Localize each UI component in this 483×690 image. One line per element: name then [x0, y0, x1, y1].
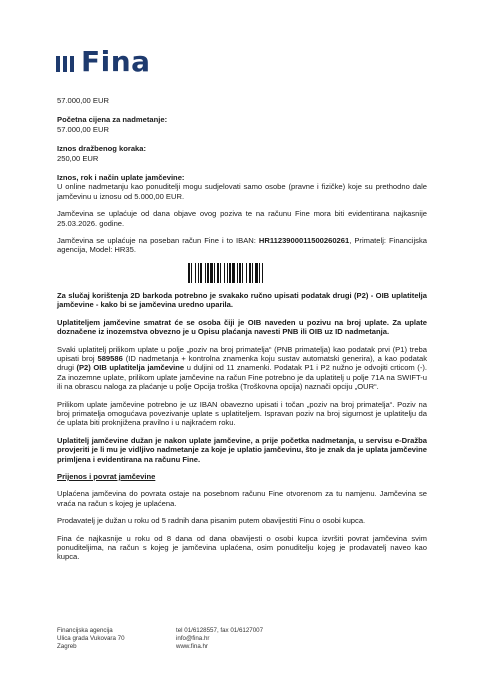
- deposit-heading: Iznos, rok i način uplate jamčevine:: [57, 173, 185, 183]
- iban-number: HR1123900011500260261: [258, 236, 350, 246]
- price-value: 57.000,00 EUR: [57, 96, 109, 105]
- barcode-stripe: [263, 263, 264, 283]
- footer-web[interactable]: www.fina.hr: [176, 643, 208, 651]
- document-body: [57, 96, 427, 562]
- reference-p2: (P2) OIB uplatitelja jamčevine: [76, 363, 185, 373]
- payer-note: Uplatiteljem jamčevine smatrat će se osoba čiji je OIB naveden u pozivu na broj uplate. Za uplate doznačene iz inozemstva obvezno je u Opisu plaćanja navesti PNB ili OIB uz ID nadmetanja.: [57, 317, 427, 337]
- footer-org: Financijska agencija: [57, 627, 113, 634]
- reference-paragraph: Svaki uplatitelj prilikom uplate u polje „poziv na broj primatelja“ (PNB primatelja) kao podatak prvi (P1) treba upisati broj 589586 (ID nadmetanja + kontrolna znamenka koju sustav automatski generira), a kao podatak drugi (P2) OIB uplatitelja jamčevine u duljini od 11 znamenki. Podatak P1 i P2 nužno je odvojiti crticom (-). Za inozemne uplate, prilikom uplate jamčevine na račun Fine potrebno je da uplatitelj u polje 71A na SWIFT-u ili na obrascu naloga za plaćanje u polje Opcija troška (Troškovna opcija) naznači opciju „OUR“.: [57, 344, 427, 392]
- transfer-heading: Prijenos i povrat jamčevine: [57, 471, 156, 481]
- transfer-paragraph-3: Fina će najkasnije u roku od 8 dana od dana obavijesti o osobi kupca izvršiti povrat jamčevina svim ponuditeljima, na račun s kojeg je jamčevina uplaćena, osim ponuditelju kojeg je prodavatelj naveo kao kupca.: [57, 533, 427, 562]
- transfer-paragraph-2: Prodavatelj je dužan u roku od 5 radnih dana pisanim putem obavijestiti Finu o osobi kupca.: [57, 516, 366, 526]
- bid-step-value: 250,00 EUR: [57, 153, 99, 163]
- fina-logo: [56, 45, 151, 78]
- footer-email[interactable]: info@fina.hr: [176, 635, 210, 643]
- footer-contact: [176, 627, 263, 652]
- transfer-paragraph-1: Uplaćena jamčevina do povrata ostaje na posebnom računu Fine otvorenom za tu namjenu. Jamčevina se vraća na račun s kojeg je uplaćena.: [57, 489, 427, 508]
- start-price-label: Početna cijena za nadmetanje:: [57, 115, 168, 125]
- footer-phone: tel 01/6128557, fax 01/6127007: [176, 627, 264, 634]
- footer-street: Ulica grada Vukovara 70: [57, 635, 125, 643]
- reference-number: 589586: [97, 353, 123, 363]
- iban-note: Prilikom uplate jamčevine potrebno je uz IBAN obavezno upisati i točan „poziv na broj primatelja“. Poziv na broj primatelja omogućava povezivanje uplate s uplatiteljem. Ispravan poziv na broj sigurnost je uplatitelju da će uplata biti proknjižena pravilno i u najkraćem roku.: [57, 399, 427, 428]
- deposit-paragraph-1: U online nadmetanju kao ponuditelji mogu sudjelovati samo osobe (pravne i fizičke) koje su prethodno dale jamčevinu u iznosu od 5.000,00 EUR.: [57, 182, 427, 201]
- deposit-paragraph-2: Jamčevina se uplaćuje od dana objave ovog poziva te na računu Fine mora biti evidentirana najkasnije 25.03.2026. godine.: [57, 209, 427, 228]
- deposit-paragraph-3: Jamčevina se uplaćuje na poseban račun Fine i to IBAN: HR1123900011500260261, Primatelj: Financijska agencija, Model: HR35.: [57, 236, 427, 255]
- footer-address: [57, 627, 125, 652]
- barcode-note: Za slučaj korištenja 2D barkoda potrebno je svakako ručno upisati podatak drugi (P2) - OIB uplatitelja jamčevine - kako bi se jamčevina uredno uparila.: [57, 290, 427, 310]
- start-price-value: 57.000,00 EUR: [57, 124, 109, 134]
- bid-step-label: Iznos dražbenog koraka:: [57, 144, 147, 154]
- footer-city: Zagreb: [57, 643, 77, 651]
- obligation-note: Uplatitelj jamčevine dužan je nakon uplate jamčevine, a prije početka nadmetanja, u servisu e-Dražba provjeriti je li mu je vidljivo nadmetanje za koje je uplatio jamčevinu, što je znak da je uplata jamčevine primljena i evidentirana na računu Fine.: [57, 435, 427, 464]
- 2d-barcode-image: [188, 263, 296, 283]
- logo-bars-icon: [56, 56, 74, 72]
- logo-wordmark: Fina: [81, 45, 151, 78]
